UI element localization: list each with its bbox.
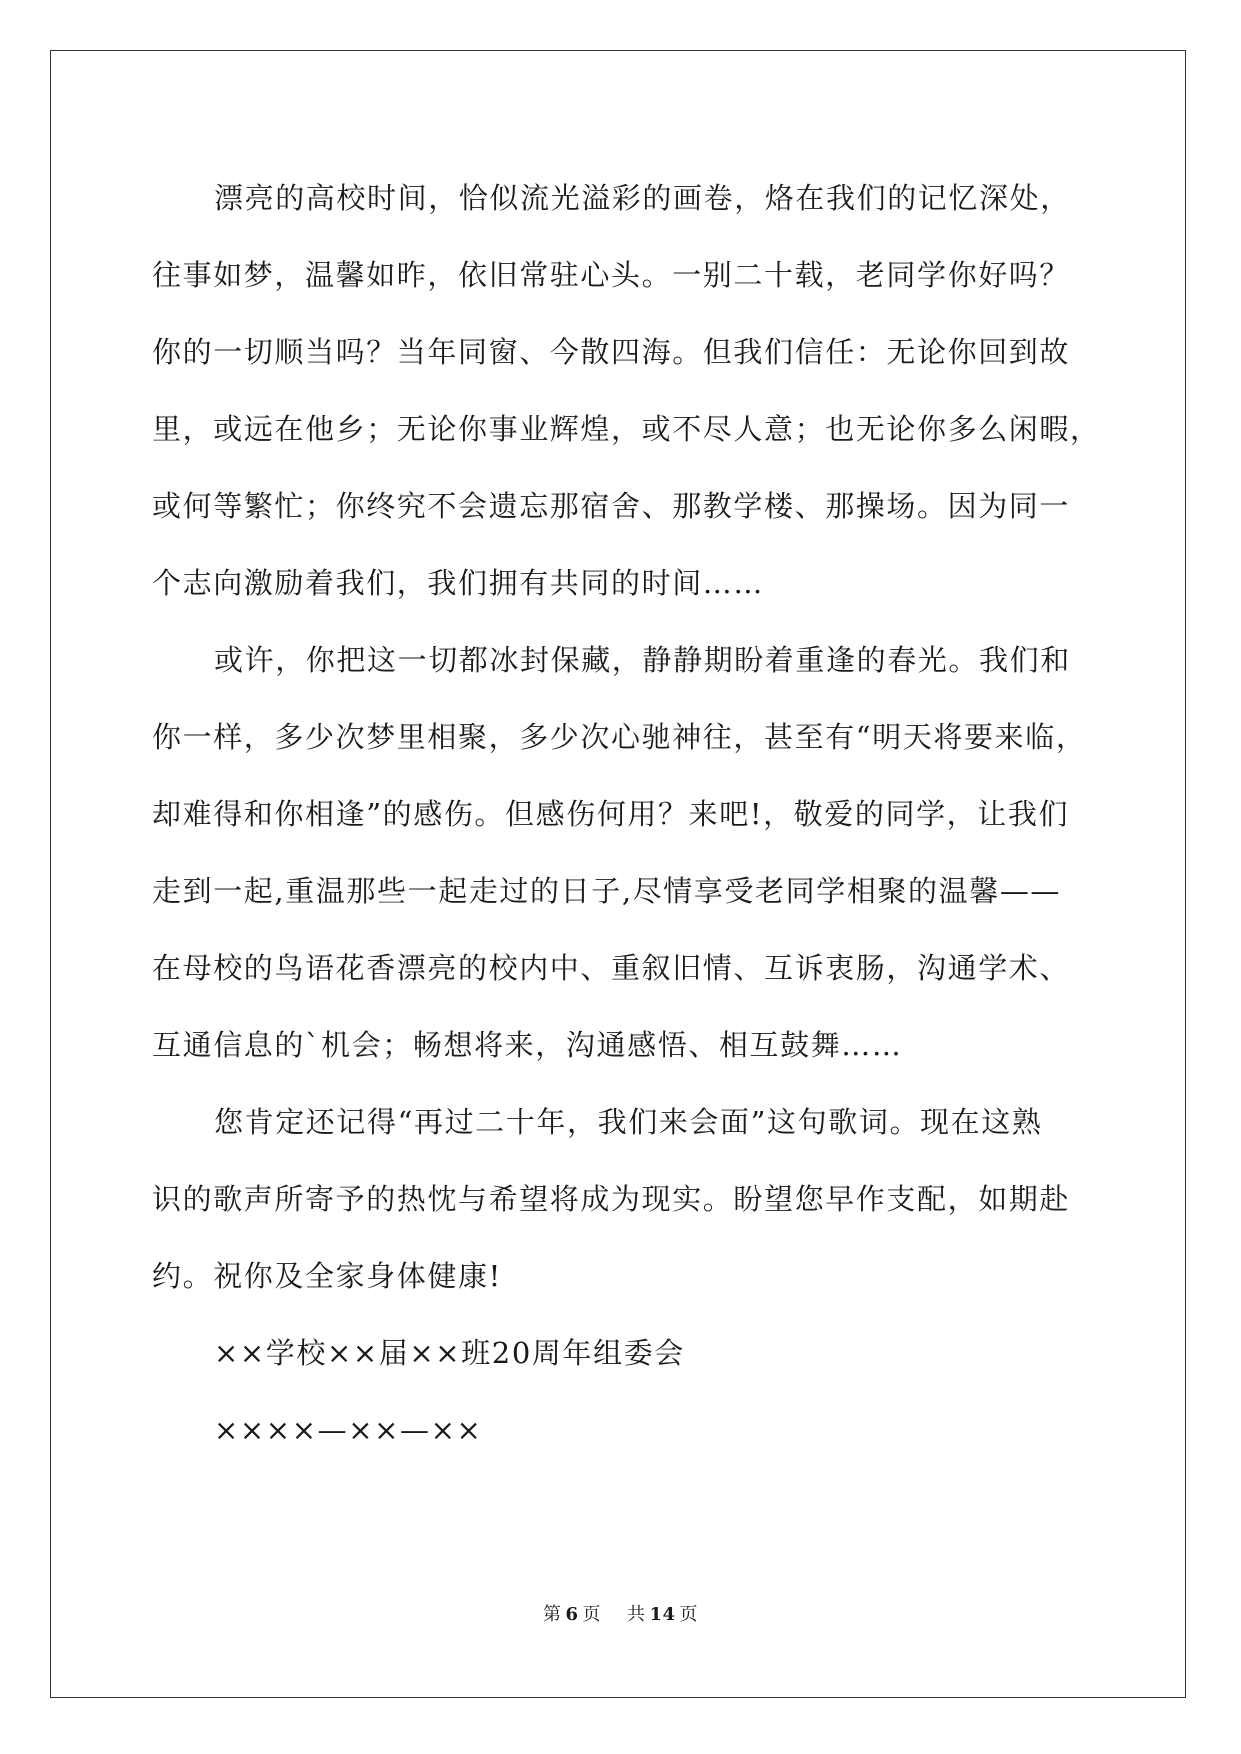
- paragraph-line: 识的歌声所寄予的热忱与希望将成为现实。盼望您早作支配，如期赴: [152, 1182, 1071, 1216]
- total-prefix: 共: [626, 1604, 646, 1625]
- total-suffix: 页: [679, 1604, 699, 1625]
- page-footer: [0, 1600, 1241, 1626]
- paragraph-line: 往事如梦，温馨如昨，依旧常驻心头。一别二十载，老同学你好吗？: [152, 258, 1071, 292]
- paragraph-line: 您肯定还记得“再过二十年，我们来会面”这句歌词。现在这熟: [214, 1105, 1043, 1139]
- page-suffix: 页: [582, 1604, 601, 1625]
- document-body: [152, 160, 1101, 1469]
- paragraph-line: 在母校的鸟语花香漂亮的校内中、重叙旧情、互诉衷肠，沟通学术、: [152, 951, 1071, 985]
- paragraph-line: 你一样，多少次梦里相聚，多少次心驰神往，甚至有“明天将要来临，: [152, 720, 1087, 754]
- paragraph-line: 里，或远在他乡；无论你事业辉煌，或不尽人意；也无论你多么闲暇，: [152, 412, 1101, 446]
- paragraph-line: 走到一起,重温那些一起走过的日子,尽情享受老同学相聚的温馨——: [152, 874, 1062, 908]
- page-prefix: 第: [542, 1604, 562, 1625]
- signature-organizer: ××学校××届××班20周年组委会: [214, 1336, 685, 1370]
- paragraph-line: 个志向激励着我们，我们拥有共同的时间……: [152, 566, 765, 600]
- paragraph-line: 漂亮的高校时间，恰似流光溢彩的画卷，烙在我们的记忆深处，: [214, 181, 1071, 215]
- paragraph-line: 你的一切顺当吗？当年同窗、今散四海。但我们信任：无论你回到故: [152, 335, 1071, 369]
- signature-date: ××××—××—××: [214, 1413, 483, 1447]
- page-current: 6: [565, 1604, 579, 1625]
- page-total: 14: [649, 1604, 676, 1625]
- paragraph-line: 或许，你把这一切都冰封保藏，静静期盼着重逢的春光。我们和: [214, 643, 1071, 677]
- paragraph-line: 互通信息的`机会；畅想将来，沟通感悟、相互鼓舞……: [152, 1028, 903, 1062]
- paragraph-line: 约。祝你及全家身体健康!: [152, 1259, 502, 1293]
- paragraph-line: 或何等繁忙；你终究不会遗忘那宿舍、那教学楼、那操场。因为同一: [152, 489, 1071, 523]
- paragraph-line: 却难得和你相逢”的感伤。但感伤何用？来吧!，敬爱的同学，让我们: [152, 797, 1070, 831]
